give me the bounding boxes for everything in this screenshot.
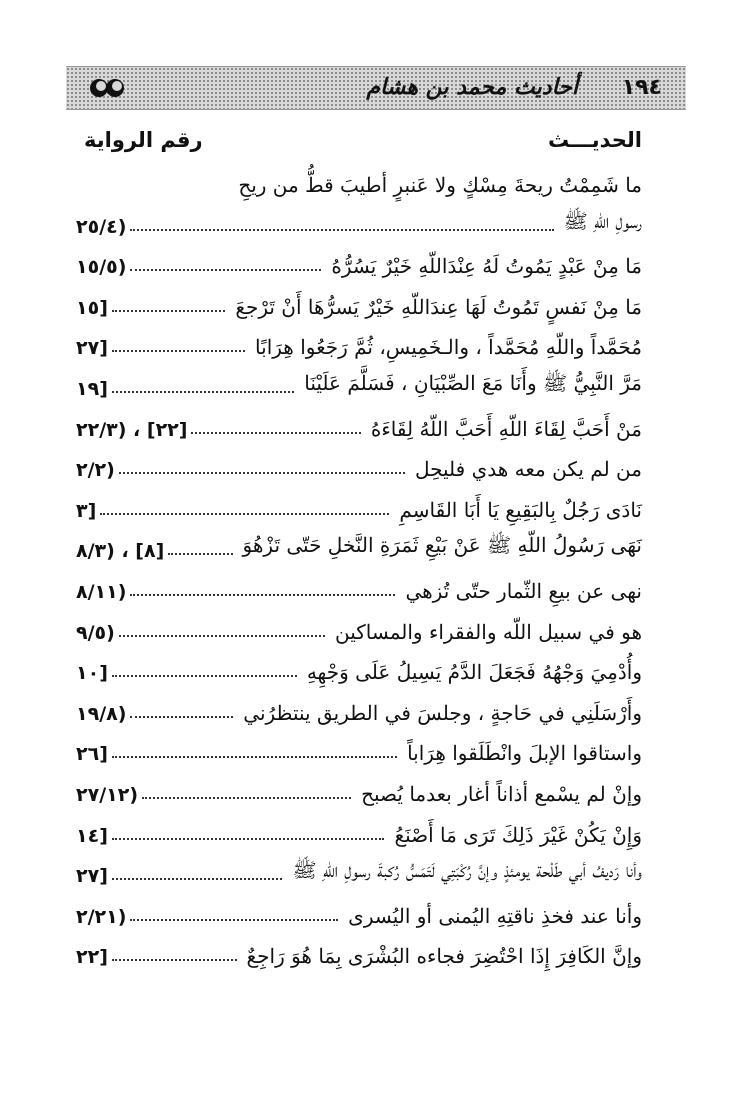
index-entry <box>76 488 642 522</box>
page-number: ١٩٤ <box>621 75 662 100</box>
narration-number: [٣ <box>76 500 97 522</box>
narration-number: (٨/١١ <box>76 581 127 603</box>
narration-number: (٢٥/٤ <box>76 216 127 238</box>
hadith-text: مَنْ أَحَبَّ لِقَاءَ اللّهِ أَحَبَّ اللّهُ لِقَاءَهُ <box>370 417 642 441</box>
hadith-text: وإنَّ الكَافِرَ إِذَا احْتُضِرَ فجاءه البُشْرَى بِمَا هُوَ رَاجِعٌ <box>246 944 642 968</box>
narration-number: [١٠ <box>76 662 108 684</box>
narration-number: [٢٧ <box>76 865 108 887</box>
column-header-riwaya: رقم الرواية <box>84 128 203 152</box>
index-entry <box>76 285 642 319</box>
dot-leader <box>112 756 397 758</box>
index-entry <box>76 528 642 562</box>
narration-number: (٩/٥ <box>76 622 115 644</box>
column-header-hadith: الحديـــث <box>548 128 642 152</box>
narration-number: [٢٦ <box>76 743 108 765</box>
hadith-text: وأنا عند فخذِ ناقتِهِ اليُمنى أو اليُسرى <box>348 904 642 928</box>
index-entry <box>76 366 642 400</box>
hadith-text: نهى عن بيعِ الثّمار حتّى تُزهي <box>405 579 642 603</box>
narration-number: [٢٢ <box>76 946 108 968</box>
hadith-text: واستاقوا الإبلَ وانْطَلَقوا هِرَاباً <box>407 741 642 765</box>
index-entry <box>76 325 642 359</box>
hadith-text: نَهَى رَسُولُ اللّهِ ﷺ عَنْ بَيْعِ ثَمَرَةِ النَّخلِ حَتّى تَزْهُوَ <box>242 533 642 557</box>
hadith-text: مَا مِنْ نَفسٍ تَمُوتُ لَهَا عِندَاللّهِ خَيْرٌ يَسرُّهَا أَنْ تَرْجعَ <box>235 295 642 319</box>
narration-number: [١٥ <box>76 297 108 319</box>
hadith-text: ما شَمِمْتُ ريحةَ مِسْكٍ ولا عَنبرٍ أطيبَ قطُّ من ريحِ <box>238 173 642 197</box>
index-entry <box>76 934 642 968</box>
hadith-text: مَا مِنْ عَبْدٍ يَمُوتُ لَهُ عِنْدَاللّهِ خَيْرٌ يَسُرُّهُ <box>331 254 642 278</box>
index-entry <box>76 447 642 481</box>
hadith-text: رسولِ اللهِ ﷺ <box>563 209 642 233</box>
dot-leader <box>191 432 360 434</box>
index-entry <box>76 650 642 684</box>
hadith-text: وأَرْسَلَنِي في حَاجةٍ ، وجلسَ في الطريق ينتظرُني <box>243 701 642 725</box>
index-entry <box>76 163 642 197</box>
narration-number: (٢٧/١٢ <box>76 784 139 806</box>
index-entry <box>76 244 642 278</box>
index-entry <box>76 569 642 603</box>
dot-leader <box>130 716 233 718</box>
dot-leader <box>142 797 351 799</box>
index-entry <box>76 772 642 806</box>
dot-leader <box>130 229 553 231</box>
index-entry <box>76 813 642 847</box>
hadith-text: مُحَمَّداً واللّهِ مُحَمَّداً ، والـخَمِيسِ، ثُمَّ رَجَعُوا هِرَابًا <box>255 335 642 359</box>
narration-number: (١٩/٨ <box>76 703 127 725</box>
dot-leader <box>100 513 389 515</box>
hadith-text: وَإِنْ يَكُنْ غَيْرَ ذَلِكَ تَرَى مَا أَصْنَعُ <box>394 823 642 847</box>
dot-leader <box>112 878 283 880</box>
ornament-icon <box>88 77 126 99</box>
narration-number: (٢/٢ <box>76 459 115 481</box>
index-entry <box>76 894 642 928</box>
dot-leader <box>112 310 225 312</box>
page-header <box>66 66 686 110</box>
running-title: أحاديث محمد بن هشام <box>366 75 578 100</box>
dot-leader <box>112 350 245 352</box>
index-entry <box>76 204 642 238</box>
dot-leader <box>130 269 321 271</box>
narration-number: (١٥/٥ <box>76 256 127 278</box>
narration-number: [٢٢] ، (٢٢/٣ <box>76 419 188 441</box>
hadith-text: وإنْ لم يسْمع أذاناً أغار بعدما يُصبح <box>361 782 642 806</box>
hadith-text: هو في سبيل اللّه والفقراء والمساكين <box>335 620 642 644</box>
hadith-text: من لم يكن معه هدي فليحِل <box>414 457 642 481</box>
hadith-text: مَرَّ النَّبِيُّ ﷺ وأَنَا مَعَ الصِّبْيَانِ ، فَسَلَّمَ عَلَيْنَا <box>304 371 642 395</box>
narration-number: (٢/٢١ <box>76 906 127 928</box>
narration-number: [١٩ <box>76 378 108 400</box>
dot-leader <box>112 838 385 840</box>
dot-leader <box>112 959 237 961</box>
narration-number: [٨] ، (٨/٣ <box>76 540 165 562</box>
dot-leader <box>130 594 395 596</box>
hadith-text: نَادَى رَجُلٌ بِالبَقِيعِ يَا أَبَا القَاسِمِ <box>399 498 642 522</box>
dot-leader <box>168 553 232 555</box>
dot-leader <box>112 391 294 393</box>
dot-leader <box>130 919 338 921</box>
hadith-text: وأُدْمِيَ وَجْهُهُ فَجَعَلَ الدَّمُ يَسِيلُ عَلَى وَجْهِهِ <box>306 660 642 684</box>
index-entry <box>76 691 642 725</box>
index-entry <box>76 853 642 887</box>
narration-number: [٢٧ <box>76 337 108 359</box>
index-entry <box>76 731 642 765</box>
dot-leader <box>119 635 325 637</box>
dot-leader <box>112 675 297 677</box>
index-entry <box>76 610 642 644</box>
dot-leader <box>119 472 405 474</box>
narration-number: [١٤ <box>76 825 108 847</box>
index-entry <box>76 407 642 441</box>
hadith-text: وأنا رَديفُ أبي طَلْحة يومئذٍ وإنَّ رُكْبَتِي لَتَمَسُّ رُكبةَ رسولِ اللّهِ ﷺ <box>292 858 642 882</box>
